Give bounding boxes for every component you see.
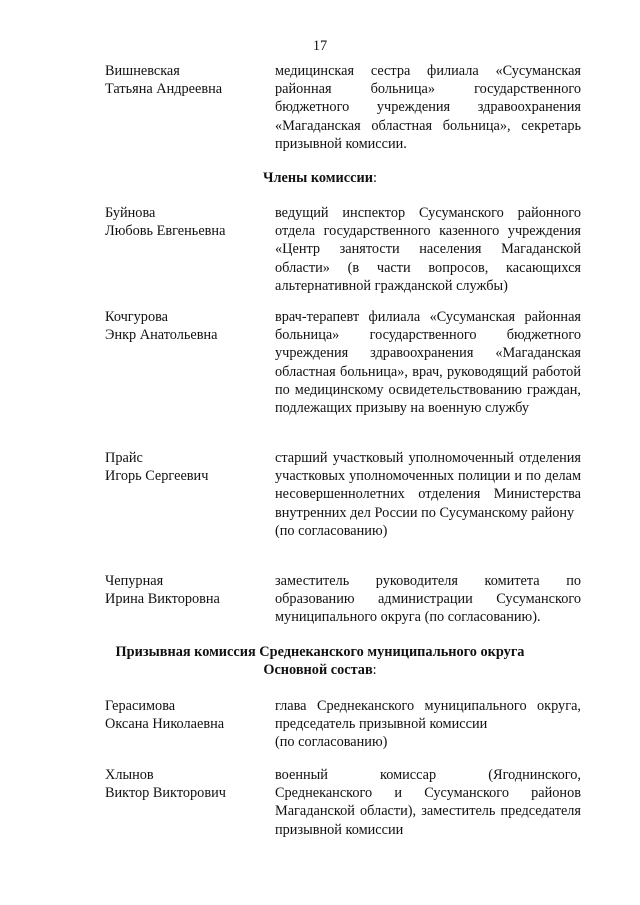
person-name <box>105 572 265 608</box>
section-subtitle: Основной состав <box>263 662 373 679</box>
section-heading <box>0 643 640 679</box>
surname: Вишневская <box>105 63 180 79</box>
surname: Буйнова <box>105 205 156 221</box>
given-names: Любовь Евгеньевна <box>105 223 226 240</box>
given-names: Ирина Викторовна <box>105 591 220 608</box>
members-heading <box>0 169 640 187</box>
section-subtitle-colon: : <box>372 662 377 679</box>
page-number: 17 <box>312 38 328 54</box>
position-description: военный комиссар (Ягоднинского, Среднеканского и Сусуманского районов Магаданской области), заместитель председателя призывной комиссии <box>275 767 581 838</box>
given-names: Виктор Викторович <box>105 785 226 802</box>
surname: Прайс <box>105 450 143 466</box>
person-name <box>105 204 265 240</box>
position-description: ведущий инспектор Сусуманского районного отдела государственного казенного учреждения «Центр занятости населения Магаданской области» (в части вопросов, касающихся альтернативной гражданской службы) <box>275 205 581 294</box>
position-description: глава Среднеканского муниципального округа, председатель призывной комиссии (по согласованию) <box>275 698 581 751</box>
surname: Чепурная <box>105 573 164 589</box>
given-names: Энкр Анатольевна <box>105 327 218 344</box>
position-description: медицинская сестра филиала «Сусуманская районная больница» государственного бюджетного учреждения здравоохранения «Магаданская областная больница», секретарь призывной комиссии. <box>275 63 581 152</box>
members-heading-colon: : <box>372 170 377 186</box>
person-name <box>105 766 265 802</box>
members-heading-text: Члены комиссии <box>263 170 373 186</box>
person-name <box>105 308 265 344</box>
position-description: врач-терапевт филиала «Сусуманская районная больница» государственного бюджетного учреждения здравоохранения «Магаданская областная больница», врач, руководящий работой по медицинскому освидетельствованию граждан, подлежащих призыву на военную службу <box>275 309 581 417</box>
given-names: Оксана Николаевна <box>105 716 225 733</box>
position-description: старший участковый уполномоченный отделения участковых уполномоченных полиции и по делам несовершеннолетних отделения Министерства внутренних дел России по Сусуманскому району (по согласованию) <box>275 450 581 539</box>
surname: Герасимова <box>105 698 176 714</box>
section-title: Призывная комиссия Среднеканского муниципального округа <box>115 644 525 660</box>
given-names: Игорь Сергеевич <box>105 468 209 485</box>
person-name <box>105 449 265 485</box>
person-name <box>105 697 265 733</box>
person-name <box>105 62 265 98</box>
surname: Кочгурова <box>105 309 169 325</box>
given-names: Татьяна Андреевна <box>105 81 223 98</box>
surname: Хлынов <box>105 767 154 783</box>
position-description: заместитель руководителя комитета по образованию администрации Сусуманского муниципального округа (по согласованию). <box>275 573 581 626</box>
